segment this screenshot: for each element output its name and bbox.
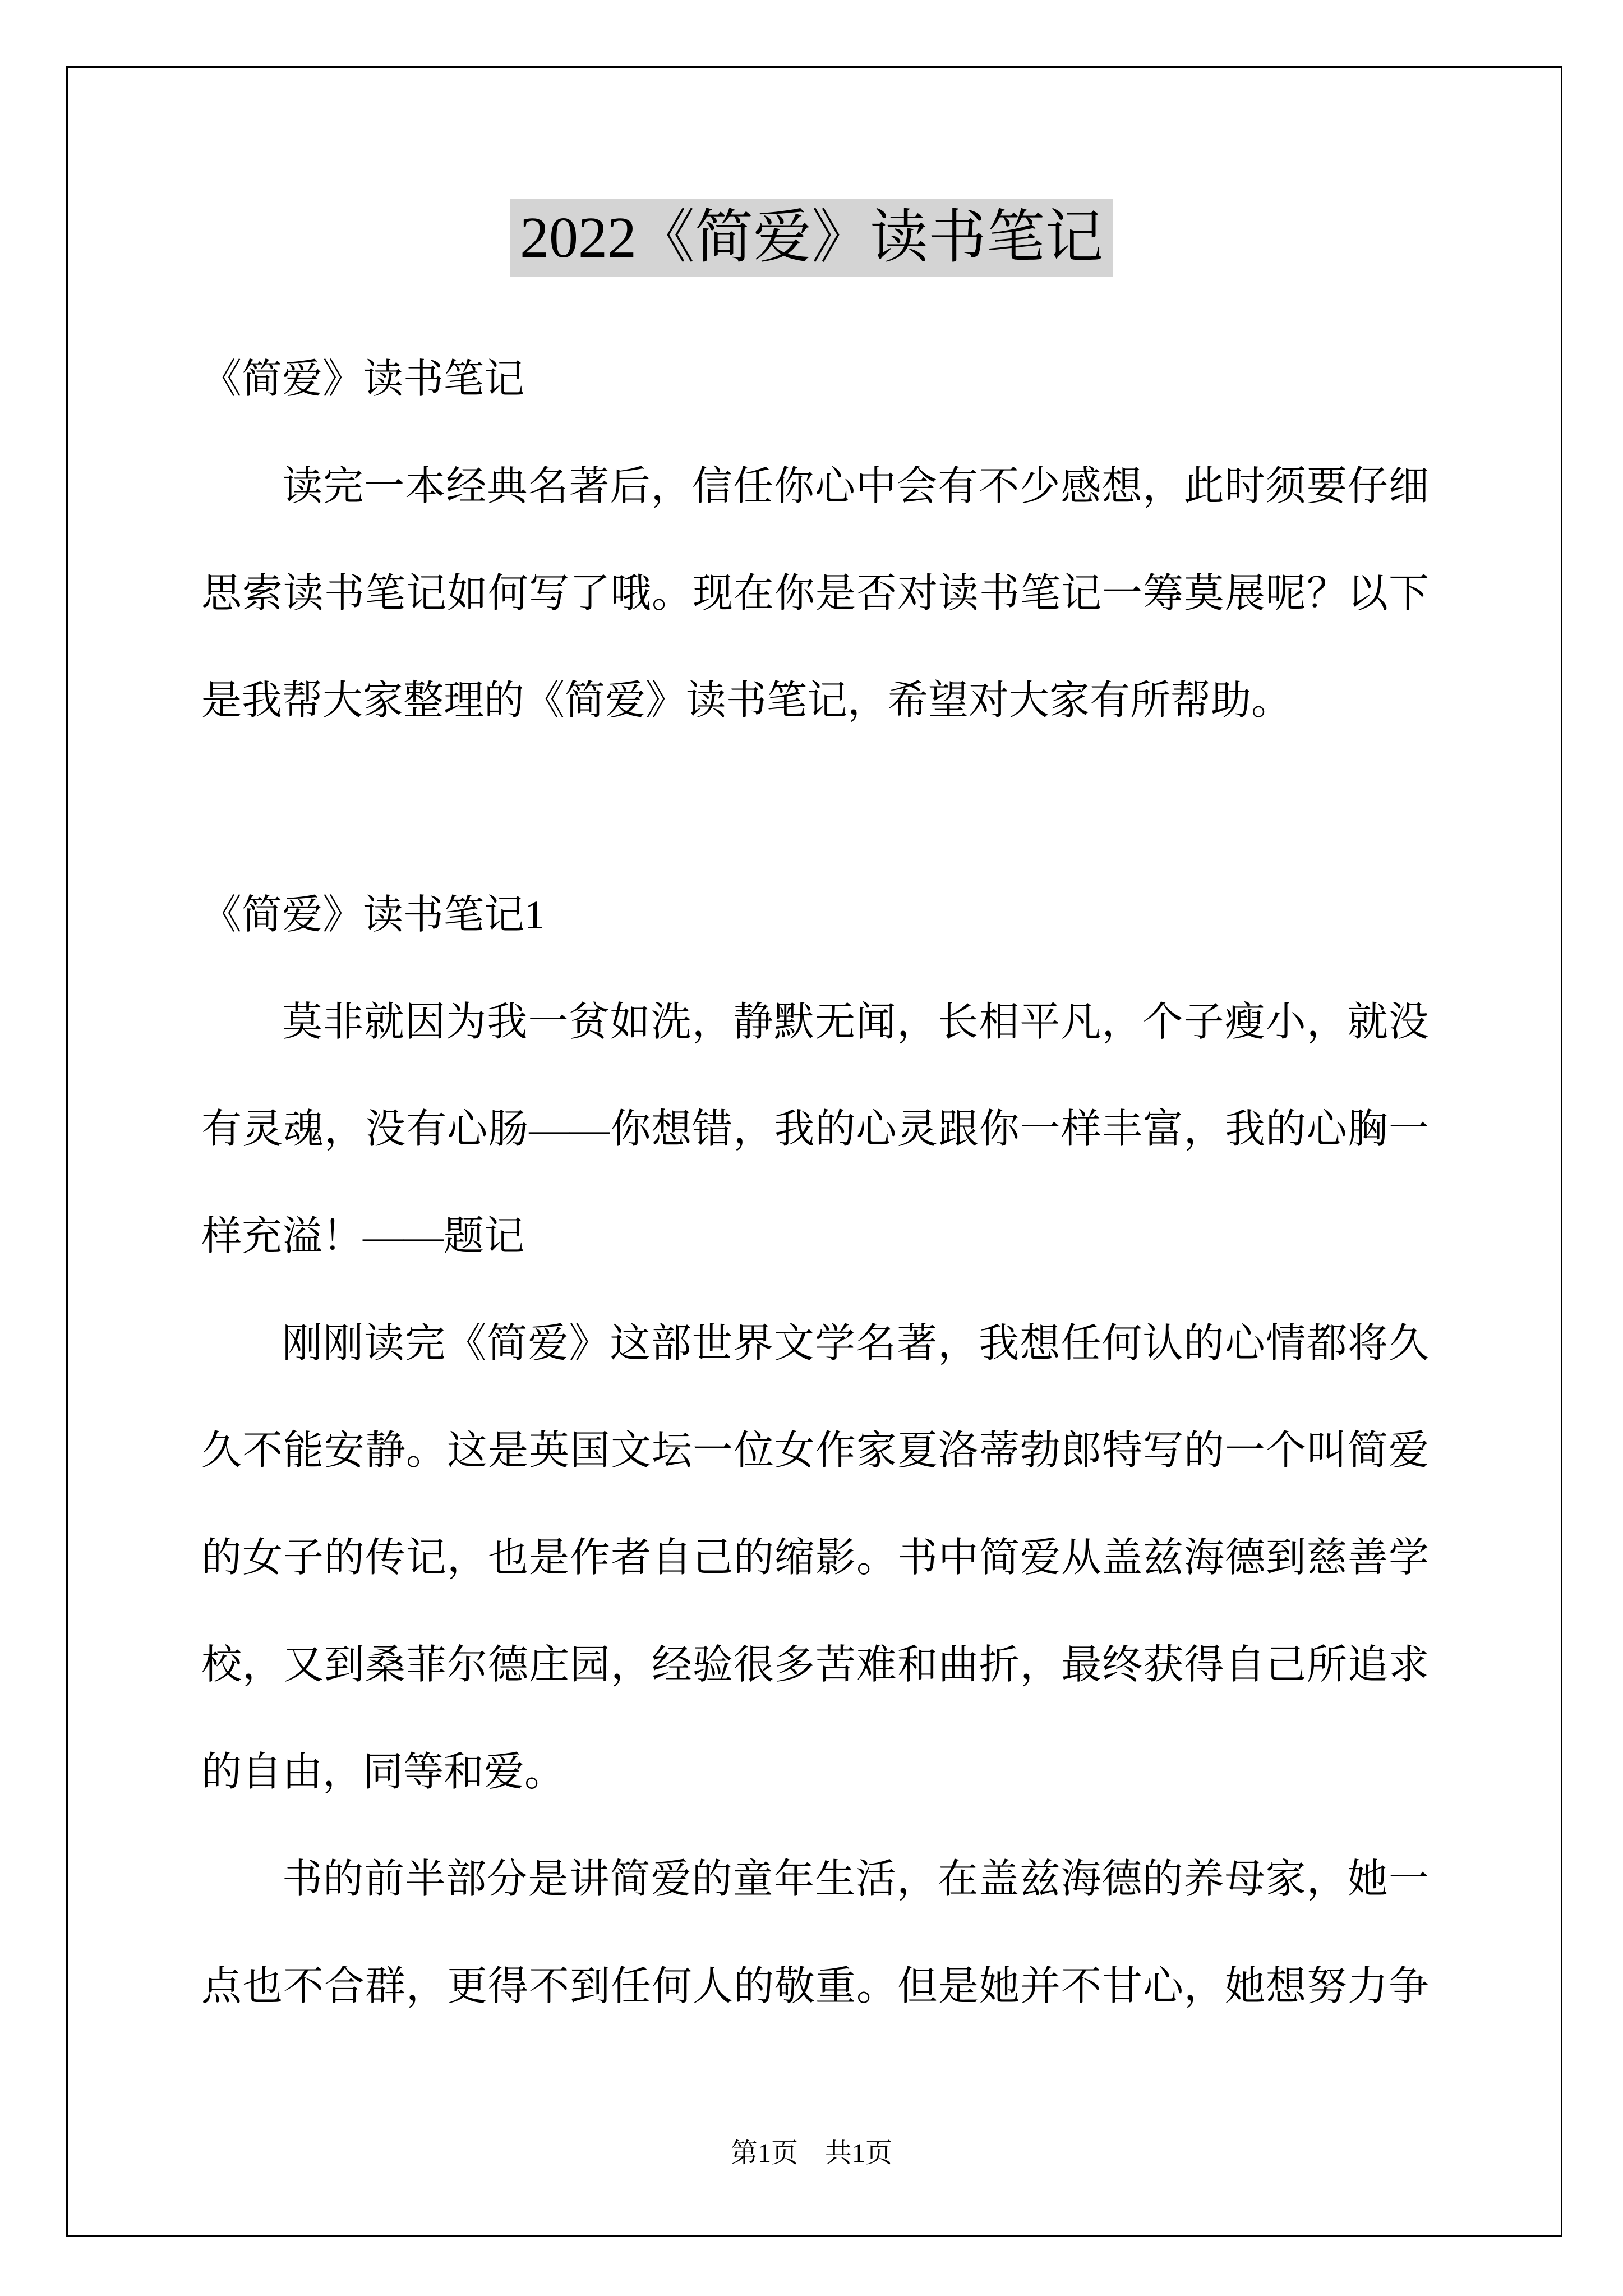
- document-title: 2022《简爱》读书笔记: [510, 199, 1113, 277]
- section-heading: 《简爱》读书笔记1: [201, 892, 545, 937]
- title-container: [0, 199, 1623, 277]
- paragraph-line: 刚刚读完《简爱》这部世界文学名著，我想任何认的心情都将久: [282, 1321, 1429, 1366]
- paragraph-line: 点也不合群，更得不到任何人的敬重。但是她并不甘心，她想努力争: [201, 1964, 1429, 2009]
- document-body: [201, 326, 1429, 2040]
- paragraph-line: 有灵魂，没有心肠——你想错，我的心灵跟你一样丰富，我的心胸一: [201, 1107, 1429, 1152]
- paragraph-line: 校，又到桑菲尔德庄园，经验很多苦难和曲折，最终获得自己所追求: [201, 1642, 1429, 1687]
- paragraph-line: 书的前半部分是讲简爱的童年生活，在盖兹海德的养母家，她一: [282, 1857, 1429, 1902]
- paragraph-line: 样充溢！——题记: [201, 1214, 525, 1259]
- page-footer: [0, 2137, 1623, 2170]
- body-paragraph: [201, 1290, 1429, 1826]
- paragraph-line: 思索读书笔记如何写了哦。现在你是否对读书笔记一筹莫展呢？以下: [201, 571, 1429, 616]
- epigraph-paragraph: [201, 969, 1429, 1290]
- paragraph-line: 的自由，同等和爱。: [201, 1750, 565, 1795]
- page-number: 第1页: [730, 2138, 798, 2168]
- body-paragraph: [201, 1826, 1429, 2040]
- intro-heading: 《简爱》读书笔记: [201, 357, 525, 402]
- page-total: 共1页: [825, 2138, 893, 2168]
- paragraph-line: 久不能安静。这是英国文坛一位女作家夏洛蒂勃郎特写的一个叫简爱: [201, 1428, 1429, 1473]
- paragraph-line: 读完一本经典名著后，信任你心中会有不少感想，此时须要仔细: [282, 464, 1429, 509]
- paragraph-line: 莫非就因为我一贫如洗，静默无闻，长相平凡，个子瘦小，就没: [282, 1000, 1429, 1045]
- paragraph-line: 的女子的传记，也是作者自己的缩影。书中简爱从盖兹海德到慈善学: [201, 1535, 1429, 1580]
- paragraph-line: 是我帮大家整理的《简爱》读书笔记，希望对大家有所帮助。: [201, 678, 1292, 723]
- intro-paragraph: [201, 433, 1429, 754]
